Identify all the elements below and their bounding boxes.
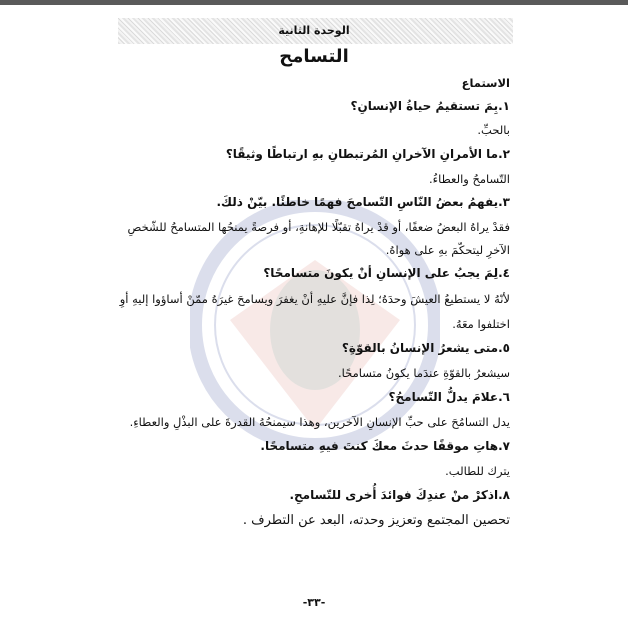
answer-8: تحصين المجتمع وتعزيز وحدته، البعد عن التطرف . [242,513,510,528]
answer-2: التّسامحُ والعطاءُ. [429,172,510,186]
question-4: ٤.لِمَ يجبُ على الإنسانِ أنْ يكونَ متسامحًا؟ [263,266,510,280]
answer-4-line-2: اختلفوا معَهُ. [452,317,510,331]
answer-6: يدل التسامُحَ على حبِّ الإنسانِ الآخرين، وهذا سيمنحُهُ القدرةَ على البذْلِ والعطاءِ. [129,415,510,429]
question-6: ٦.علامَ يدلُّ التّسامحُ؟ [388,390,510,404]
question-1: ١.بِمَ تستقيمُ حياةُ الإنسانِ؟ [350,99,510,113]
question-5: ٥.متى يشعرُ الإنسانُ بالقوّةِ؟ [341,341,510,355]
unit-label: الوحدة الثانية [278,24,350,37]
question-7: ٧.هاتِ موقفًا حدثَ معكَ كنتَ فيهِ متسامحًا. [260,439,510,453]
question-3: ٣.يفهمُ بعضُ النّاسِ التّسامحَ فهمًا خاطئًا. بيّنْ ذلكَ. [216,195,510,209]
window-top-bar [0,0,628,5]
answer-3-line-1: فقدْ يراهُ البعضُ ضعفًا، أو قدْ يراهُ تقبّلًا للإهانةِ، أو فرصةً يمنحُها المتسامحُ للشّخصِ [127,220,510,234]
answer-1: بالحبِّ. [477,123,510,137]
question-2: ٢.ما الأمرانِ الآخرانِ المُرتبطانِ بهِ ارتباطًا وثيقًا؟ [225,147,510,161]
page-title: التسامح [279,46,349,67]
page-number: -٣٣- [302,596,326,609]
answer-3-line-2: الآخرِ ليتحكّمَ بهِ على هواهُ. [385,243,510,257]
answer-7: يترك للطالب. [445,464,510,478]
answer-4-line-1: لأنّهُ لا يستطيعُ العيشَ وحدَهُ؛ لِذا فإنَّ عليهِ أنْ يغفرَ ويسامحَ غيرَهُ ممّنْ أساؤوا إليهِ أوِ [119,292,510,306]
answer-5: سيشعرُ بالقوّةِ عندَما يكونُ متسامحًا. [338,366,510,380]
section-heading: الاستماع [461,76,510,90]
question-8: ٨.اذكرْ منْ عندِكَ فوائدَ أُخرى للتّسامحِ. [289,488,510,502]
